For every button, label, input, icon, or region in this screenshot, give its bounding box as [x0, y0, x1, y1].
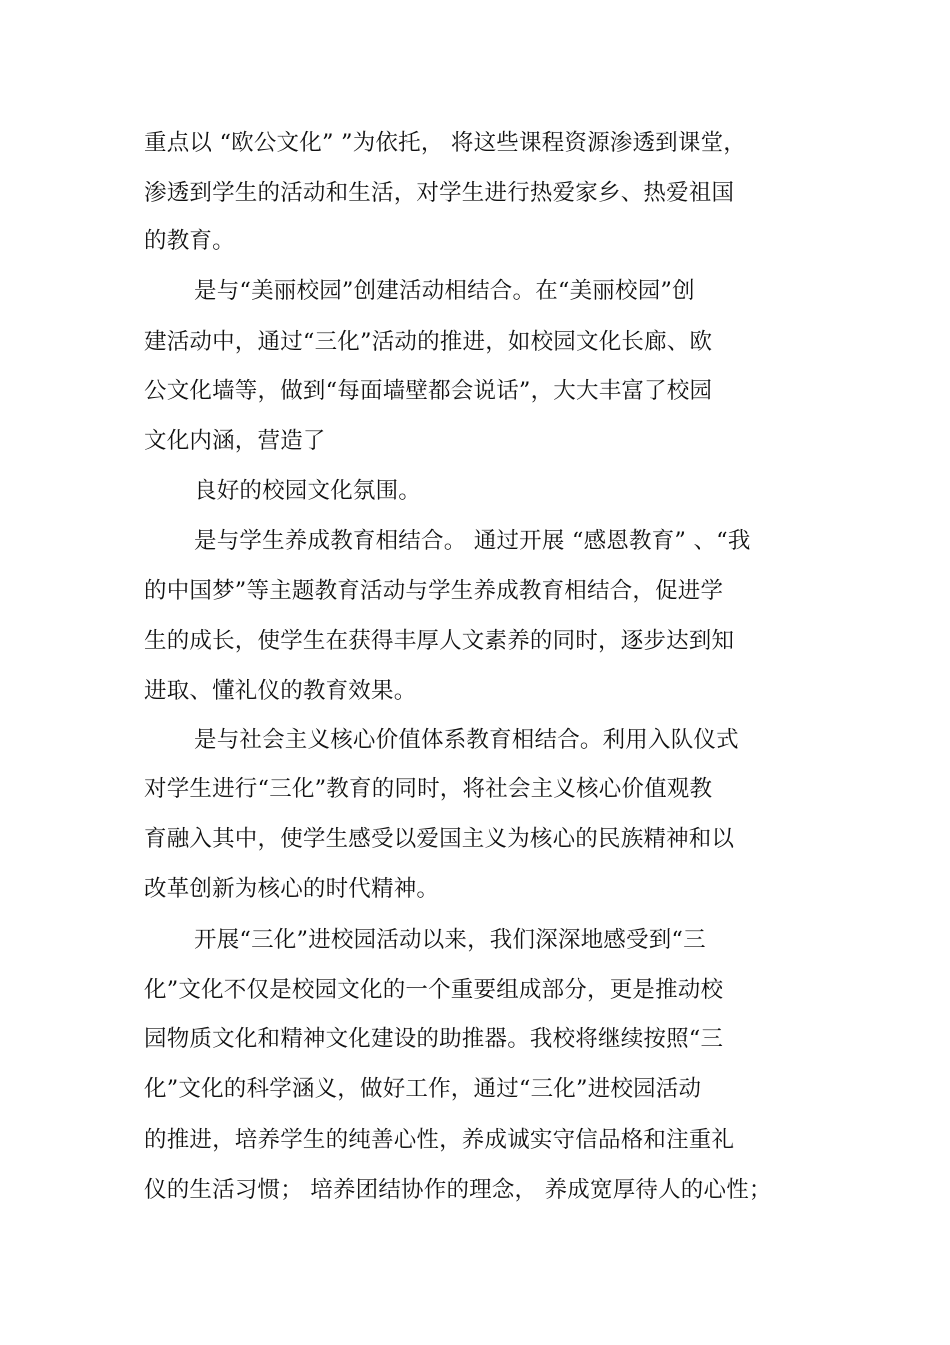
text-line: 公文化墙等，做到“每面墙壁都会说话”，大大丰富了校园	[144, 378, 713, 404]
text-line: 改革创新为核心的时代精神。	[144, 876, 440, 902]
text-line: 园物质文化和精神文化建设的助推器。我校将继续按照“三	[144, 1026, 724, 1052]
text-line: 生的成长，使学生在获得丰厚人文素养的同时，逐步达到知	[144, 628, 735, 654]
text-line: 的中国梦”等主题教育活动与学生养成教育相结合，促进学	[144, 578, 724, 604]
text-line: 化”文化的科学涵义，做好工作，通过“三化”进校园活动	[144, 1076, 702, 1102]
text-line: 的推进，培养学生的纯善心性，养成诚实守信品格和注重礼	[144, 1127, 735, 1153]
text-line: 是与社会主义核心价值体系教育相结合。利用入队仪式	[194, 727, 739, 753]
text-line: 的教育。	[144, 228, 235, 254]
text-line: 建活动中，通过“三化”活动的推进，如校园文化长廊、欧	[144, 329, 713, 355]
text-line: 对学生进行“三化”教育的同时，将社会主义核心价值观教	[144, 776, 713, 802]
text-line: 育融入其中，使学生感受以爱国主义为核心的民族精神和以	[144, 826, 735, 852]
text-line: 重点以 “欧公文化” ”为依托， 将这些课程资源渗透到课堂，	[144, 130, 746, 156]
text-line: 是与学生养成教育相结合。 通过开展 “感恩教育” 、“我	[194, 528, 751, 554]
text-line: 是与“美丽校园”创建活动相结合。在“美丽校园”创	[194, 278, 695, 304]
text-line: 开展“三化”进校园活动以来，我们深深地感受到“三	[194, 927, 706, 953]
text-line: 仪的生活习惯； 培养团结协作的理念， 养成宽厚待人的心性；	[144, 1177, 772, 1203]
text-line: 文化内涵，营造了	[144, 428, 326, 454]
text-line: 化”文化不仅是校园文化的一个重要组成部分，更是推动校	[144, 977, 724, 1003]
text-line: 良好的校园文化氛围。	[194, 478, 422, 504]
text-line: 进取、懂礼仪的教育效果。	[144, 678, 417, 704]
text-line: 渗透到学生的活动和生活，对学生进行热爱家乡、热爱祖国	[144, 180, 735, 206]
